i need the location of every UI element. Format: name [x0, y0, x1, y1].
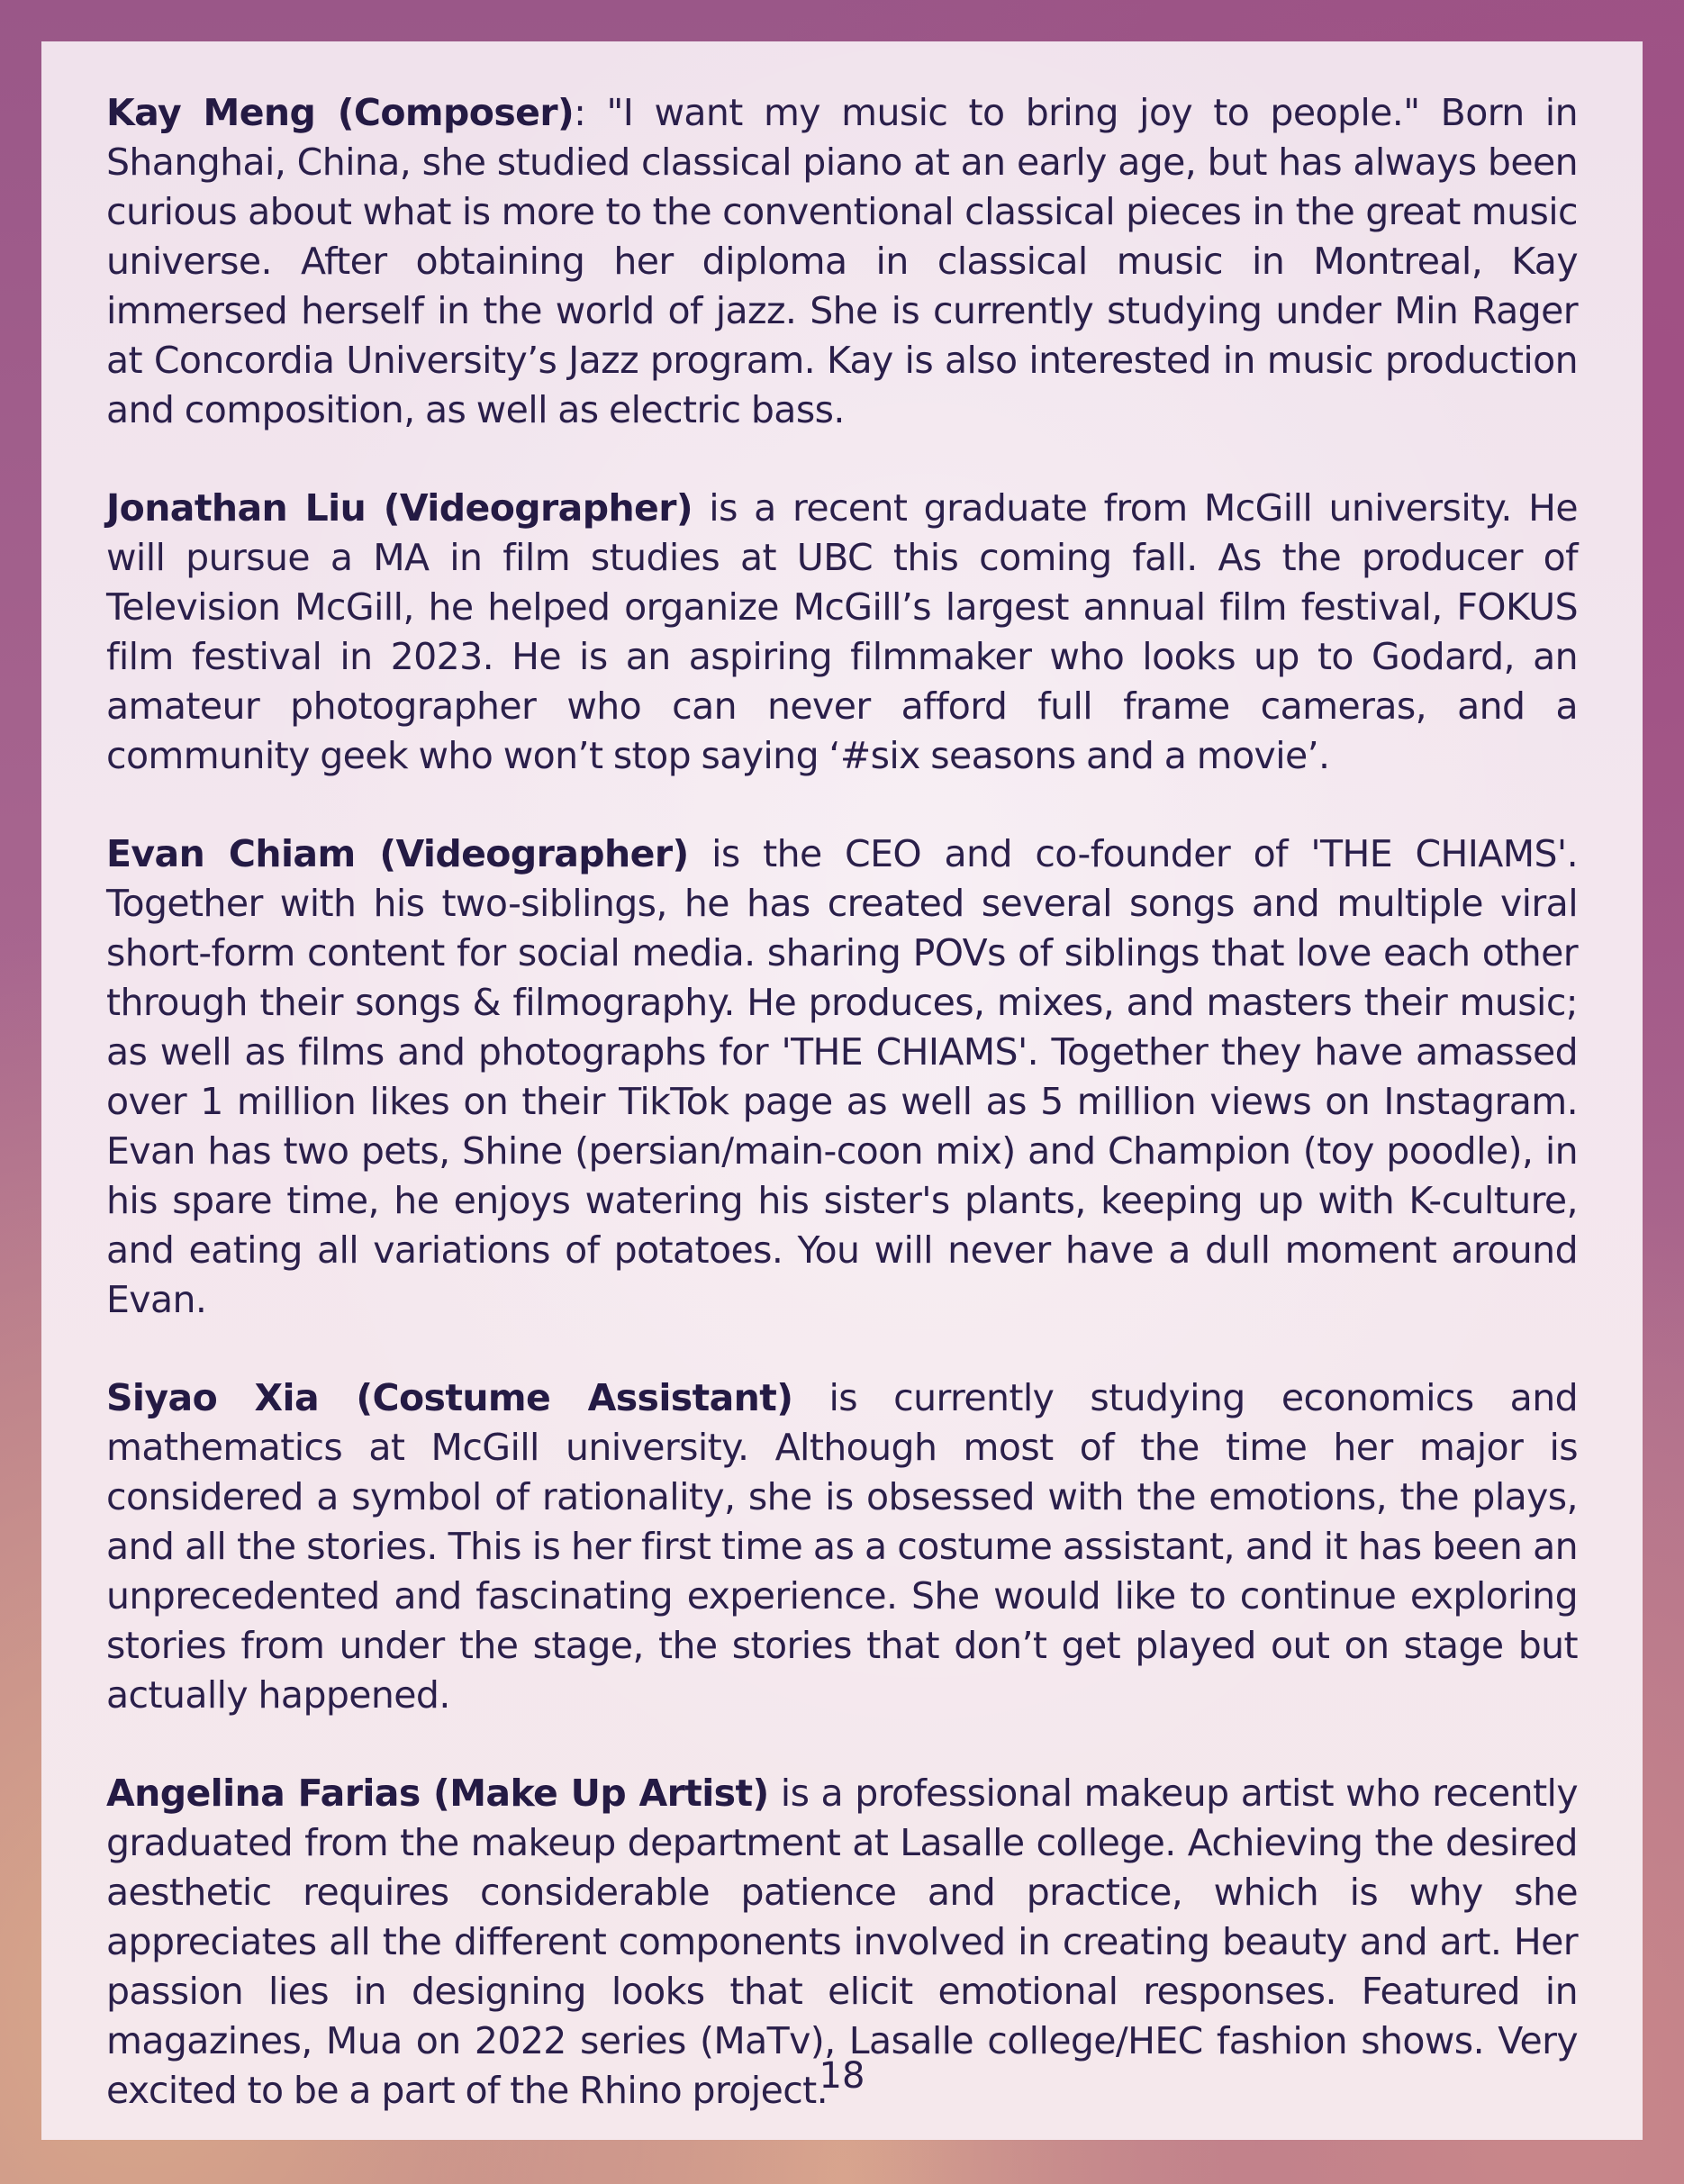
bios-content: [106, 88, 1578, 2164]
bio-kay-meng: [106, 88, 1578, 435]
bio-name: Kay Meng (Composer): [106, 91, 575, 134]
bio-jonathan-liu: [106, 484, 1578, 781]
page-number: 18: [819, 2055, 865, 2097]
bio-text: is a professional makeup artist who recently graduated from the makeup department at Lasalle college. Achieving the desired aesthetic requires considerable patience and practice, which is why she appreciates all the different components involved in creating beauty and art. Her passion lies in designing looks that elicit emotional responses. Featured in magazines, Mua on 2022 series (MaTv), Lasalle college/HEC fashion shows. Very excited to be a part of the Rhino project.: [106, 1772, 1578, 2112]
bio-text: is currently studying economics and mathematics at McGill university. Although most of the time her major is considered a symbol of rationality, she is obsessed with the emotions, the plays, and all the stories. This is her first time as a costume assistant, and it has been an unprecedented and fascinating experience. She would like to continue exploring stories from under the stage, the stories that don’t get played out on stage but actually happened.: [106, 1376, 1579, 1717]
bio-name: Evan Chiam (Videographer): [106, 832, 689, 875]
bio-text: is a recent graduate from McGill university. He will pursue a MA in film studies at UBC this coming fall. As the producer of Television McGill, he helped organize McGill’s largest annual film festival, FOKUS film festival in 2023. He is an aspiring filmmaker who looks up to Godard, an amateur photographer who can never afford full frame cameras, and a community geek who won’t stop saying ‘#six seasons and a movie’.: [106, 486, 1578, 777]
bio-text: is the CEO and co-founder of 'THE CHIAMS'. Together with his two-siblings, he has created several songs and multiple viral short-form content for social media. sharing POVs of siblings that love each other through their songs & filmography. He produces, mixes, and masters their music; as well as films and photographs for 'THE CHIAMS'. Together they have amassed over 1 million likes on their TikTok page as well as 5 million views on Instagram. Evan has two pets, Shine (persian/main-coon mix) and Champion (toy poodle), in his spare time, he enjoys watering his sister's plants, keeping up with K-culture, and eating all variations of potatoes. You will never have a dull moment around Evan.: [106, 832, 1578, 1321]
bio-name: Siyao Xia (Costume Assistant): [106, 1376, 793, 1419]
bio-name: Angelina Farias (Make Up Artist): [106, 1772, 769, 1815]
bio-evan-chiam: [106, 829, 1578, 1325]
bio-name: Jonathan Liu (Videographer): [106, 486, 693, 530]
bio-text: : "I want my music to bring joy to people." Born in Shanghai, China, she studied classical piano at an early age, but has always been curious about what is more to the conventional classical pieces in the great music universe. After obtaining her diploma in classical music in Montreal, Kay immersed herself in the world of jazz. She is currently studying under Min Rager at Concordia University’s Jazz program. Kay is also interested in music production and composition, as well as electric bass.: [106, 91, 1578, 431]
bio-siyao-xia: [106, 1373, 1578, 1720]
page-panel: [41, 41, 1643, 2140]
